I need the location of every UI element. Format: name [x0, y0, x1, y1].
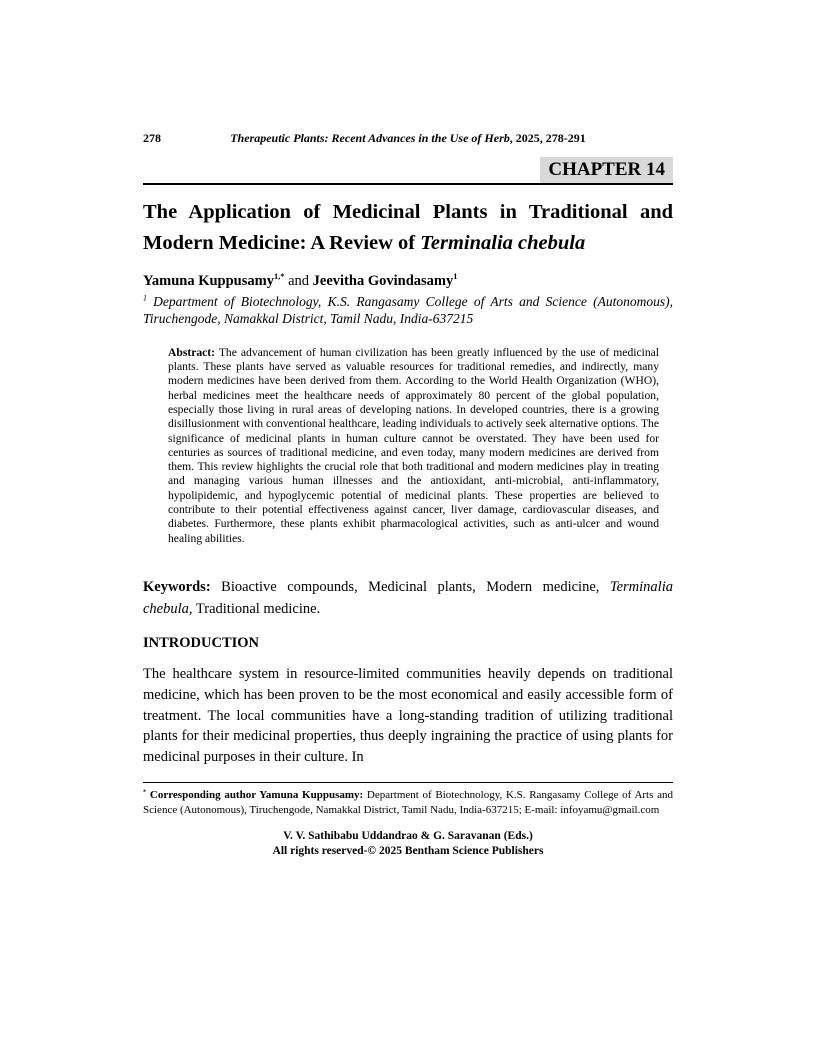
- affiliation-superscript: 1: [143, 293, 147, 303]
- footnote: [143, 782, 673, 818]
- keywords-text-1: Bioactive compounds, Medicinal plants, Modern medicine,: [210, 578, 610, 595]
- rights-line: All rights reserved-© 2025 Bentham Science Publishers: [272, 844, 544, 857]
- author-1-superscript: 1,*: [273, 271, 285, 281]
- editors-line: V. V. Sathibabu Uddandrao & G. Saravanan (Eds.): [283, 830, 533, 843]
- keywords-label: Keywords:: [143, 578, 211, 595]
- introduction-heading: INTRODUCTION: [143, 634, 260, 651]
- author-2-superscript: 1: [453, 271, 458, 281]
- keywords-species: Terminalia chebula: [143, 578, 673, 617]
- page-content: [143, 131, 673, 858]
- authors-connector: and: [284, 272, 313, 289]
- affiliation: [143, 293, 673, 327]
- running-title: [143, 131, 673, 146]
- running-title-book: Therapeutic Plants: Recent Advances in the Use of Herb: [230, 131, 510, 145]
- keywords: [143, 576, 673, 620]
- footnote-marker: *: [143, 788, 147, 796]
- chapter-row: [143, 157, 673, 185]
- author-1-name: Yamuna Kuppusamy: [143, 272, 274, 289]
- keywords-text-2: , Traditional medicine.: [188, 600, 321, 617]
- chapter-title-species: Terminalia chebula: [420, 232, 586, 254]
- publisher-block: [143, 829, 673, 858]
- page-header: [143, 131, 673, 146]
- abstract-text: The advancement of human civilization has been greatly influenced by the use of medicinal plants. These plants have served as valuable resources for traditional remedies, and indirectly, many modern medicines have been derived from them. According to the World Health Organization (WHO), herbal medicines meet the healthcare needs of approximately 80 percent of the global population, especially those living in rural areas of developing nations. In developed countries, there is a growing disillusionment with conventional healthcare, leading individuals to actively seek alternative options. The significance of medicinal plants in human culture cannot be overstated. They have been used for centuries as sources of traditional medicine, and even today, many modern medicines are derived from them. This review highlights the crucial role that both traditional and modern medicines play in treating and managing various human illnesses and the antioxidant, anti-microbial, anti-inflammatory, hypolipidemic, and hypoglycemic potential of medicinal plants. These properties are believed to contribute to their potential effectiveness against cancer, liver damage, cardiovascular diseases, and diabetes. Furthermore, these plants exhibit pharmacological activities, such as anti-ulcer and wound healing abilities.: [168, 345, 659, 545]
- footnote-author-bold: Corresponding author Yamuna Kuppusamy:: [146, 789, 364, 802]
- abstract-label: Abstract:: [168, 345, 216, 359]
- running-title-pages: , 2025, 278-291: [509, 131, 586, 145]
- chapter-title: [143, 197, 673, 259]
- chapter-label: CHAPTER 14: [540, 157, 673, 183]
- chapter-title-main: The Application of Medicinal Plants in Traditional and Modern Medicine: A Review of: [143, 201, 673, 254]
- affiliation-text: Department of Biotechnology, K.S. Rangasamy College of Arts and Science (Autonomous), Tiruchengode, Namakkal District, Tamil Nadu, India-637215: [143, 293, 673, 326]
- footnote-text: Department of Biotechnology, K.S. Rangasamy College of Arts and Science (Autonomous), Tiruchengode, Namakkal District, Tamil Nadu, India-637215; E-mail: infoyamu@gmail.com: [143, 789, 673, 817]
- page-number: 278: [143, 131, 161, 145]
- author-2-name: Jeevitha Govindasamy: [312, 272, 454, 289]
- introduction-paragraph: The healthcare system in resource-limited communities heavily depends on traditional medicine, which has been proven to be the most economical and easily accessible form of treatment. The local communities have a long-standing tradition of utilizing traditional plants for their medicinal properties, thus deeply ingraining the practice of using plants for medicinal purposes in their culture. In: [143, 665, 673, 766]
- abstract: [168, 346, 659, 546]
- authors-line: [143, 273, 673, 290]
